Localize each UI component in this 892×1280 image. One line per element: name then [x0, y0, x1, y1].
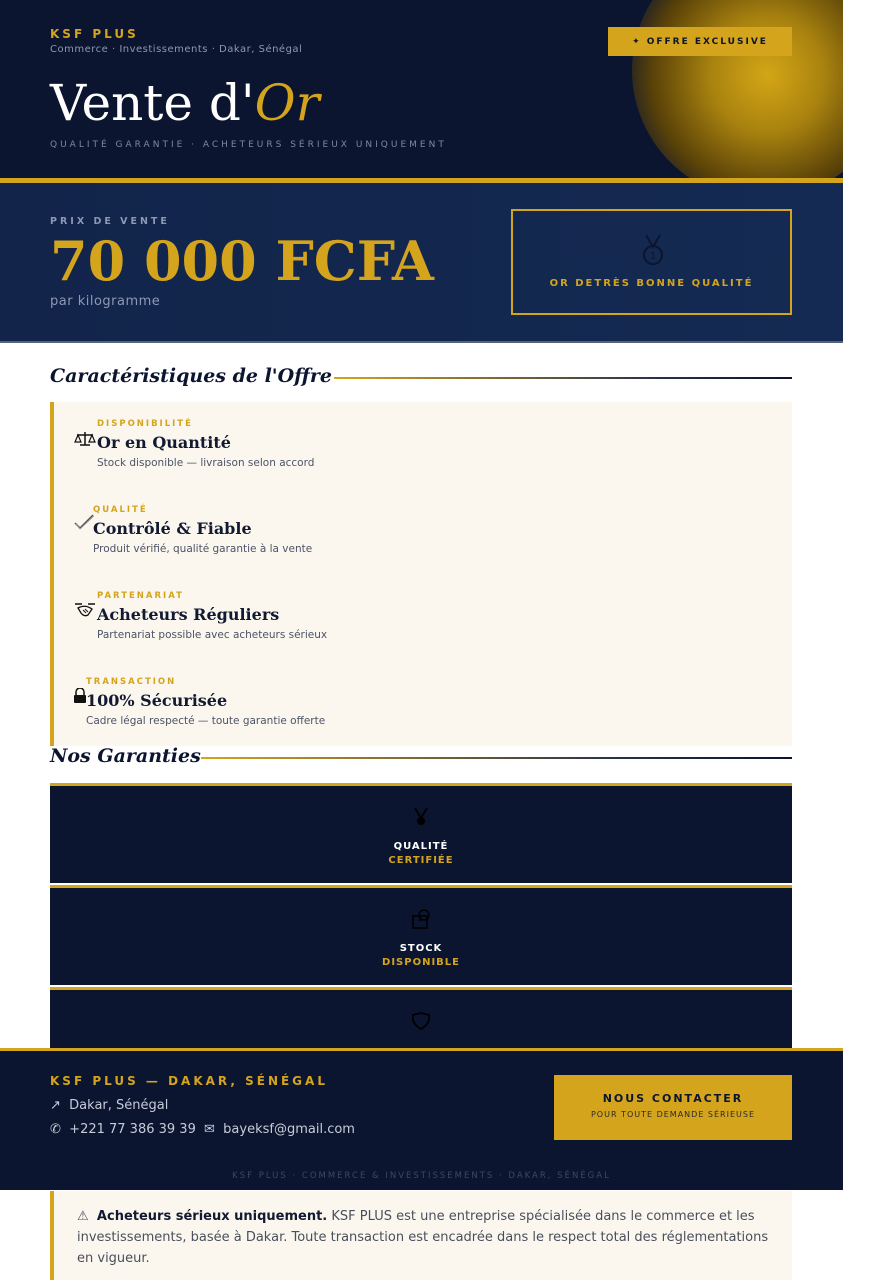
footer-note: KSF PLUS · COMMERCE & INVESTISSEMENTS · DAKAR, SÉNÉGAL [232, 1171, 611, 1181]
offer-badge-button[interactable]: ✦ OFFRE EXCLUSIVE [608, 27, 792, 56]
guarantee-card-stock [50, 885, 792, 985]
guarantee-label: QUALITÉ [393, 841, 449, 852]
feature-kicker: QUALITÉ [93, 505, 148, 515]
check-icon [73, 513, 95, 531]
svg-text:1: 1 [649, 251, 657, 262]
phone-icon: ✆ [50, 1122, 61, 1137]
medal-ribbon-icon [410, 806, 432, 828]
guarantee-sub: DISPONIBLE [382, 957, 460, 968]
footer-phone[interactable] [50, 1122, 196, 1137]
footer-location [50, 1098, 168, 1113]
band-bottom-rule [0, 341, 843, 343]
contact-button-subtitle[interactable]: POUR TOUTE DEMANDE SÉRIEUSE [590, 1110, 756, 1119]
email-text[interactable]: bayeksf@gmail.com [223, 1122, 355, 1137]
feature-desc: Produit vérifié, qualité garantie à la vente [93, 543, 313, 555]
guarantees-section-title: Nos Garanties [50, 745, 201, 767]
feature-title: 100% Sécurisée [86, 691, 228, 710]
feature-title: Contrôlé & Fiable [93, 519, 252, 538]
notice-text [77, 1206, 777, 1269]
price-label: PRIX DE VENTE [50, 216, 170, 227]
feature-kicker: TRANSACTION [86, 677, 177, 687]
phone-text[interactable]: +221 77 386 39 39 [69, 1122, 196, 1137]
footer-email[interactable] [204, 1122, 355, 1137]
location-icon: ↗ [50, 1098, 61, 1113]
shield-icon [410, 1010, 432, 1032]
guarantee-card-quality [50, 783, 792, 883]
notice-body: KSF PLUS est une entreprise spécialisée dans le commerce et les investissements, basée à Dakar. Toute transaction est encadrée dans le respect total des réglementations en vigueur. [77, 1209, 769, 1266]
guarantee-sub: CERTIFIÉE [388, 855, 454, 866]
quality-text: OR DETRÈS BONNE QUALITÉ [549, 278, 754, 289]
features-section-title: Caractéristiques de l'Offre [50, 365, 332, 387]
title-main: Vente d' [50, 74, 255, 132]
email-icon: ✉ [204, 1122, 215, 1137]
handshake-icon [74, 601, 96, 619]
feature-desc: Partenariat possible avec acheteurs sérieux [97, 629, 328, 641]
brand-name: KSF PLUS [50, 27, 139, 41]
guarantees-section-rule [201, 757, 792, 759]
title-accent: Or [254, 74, 320, 132]
footer-brand: KSF PLUS — DAKAR, SÉNÉGAL [50, 1074, 328, 1088]
box-icon [410, 908, 432, 930]
feature-title: Acheteurs Réguliers [97, 605, 280, 624]
page-title [50, 72, 320, 134]
feature-title: Or en Quantité [97, 433, 231, 452]
brand-subtitle: Commerce · Investissements · Dakar, Sénégal [50, 44, 303, 55]
scales-icon [74, 430, 96, 448]
contact-button[interactable] [554, 1075, 792, 1140]
location-text: Dakar, Sénégal [69, 1098, 169, 1113]
lock-icon [73, 688, 87, 704]
medal-icon [640, 233, 666, 267]
feature-desc: Cadre légal respecté — toute garantie offerte [86, 715, 326, 727]
feature-desc: Stock disponible — livraison selon accord [97, 457, 315, 469]
price-value: 70 000 FCFA [50, 229, 434, 293]
features-section-rule [334, 377, 792, 379]
notice-bold: Acheteurs sérieux uniquement. [96, 1209, 328, 1224]
warning-icon: ⚠ [77, 1209, 89, 1224]
feature-kicker: DISPONIBILITÉ [97, 419, 193, 429]
feature-kicker: PARTENARIAT [97, 591, 184, 601]
price-unit: par kilogramme [50, 294, 161, 309]
guarantee-label: STOCK [399, 943, 443, 954]
contact-button-title[interactable]: NOUS CONTACTER [602, 1092, 744, 1105]
tagline: QUALITÉ GARANTIE · ACHETEURS SÉRIEUX UNIQUEMENT [50, 140, 447, 150]
